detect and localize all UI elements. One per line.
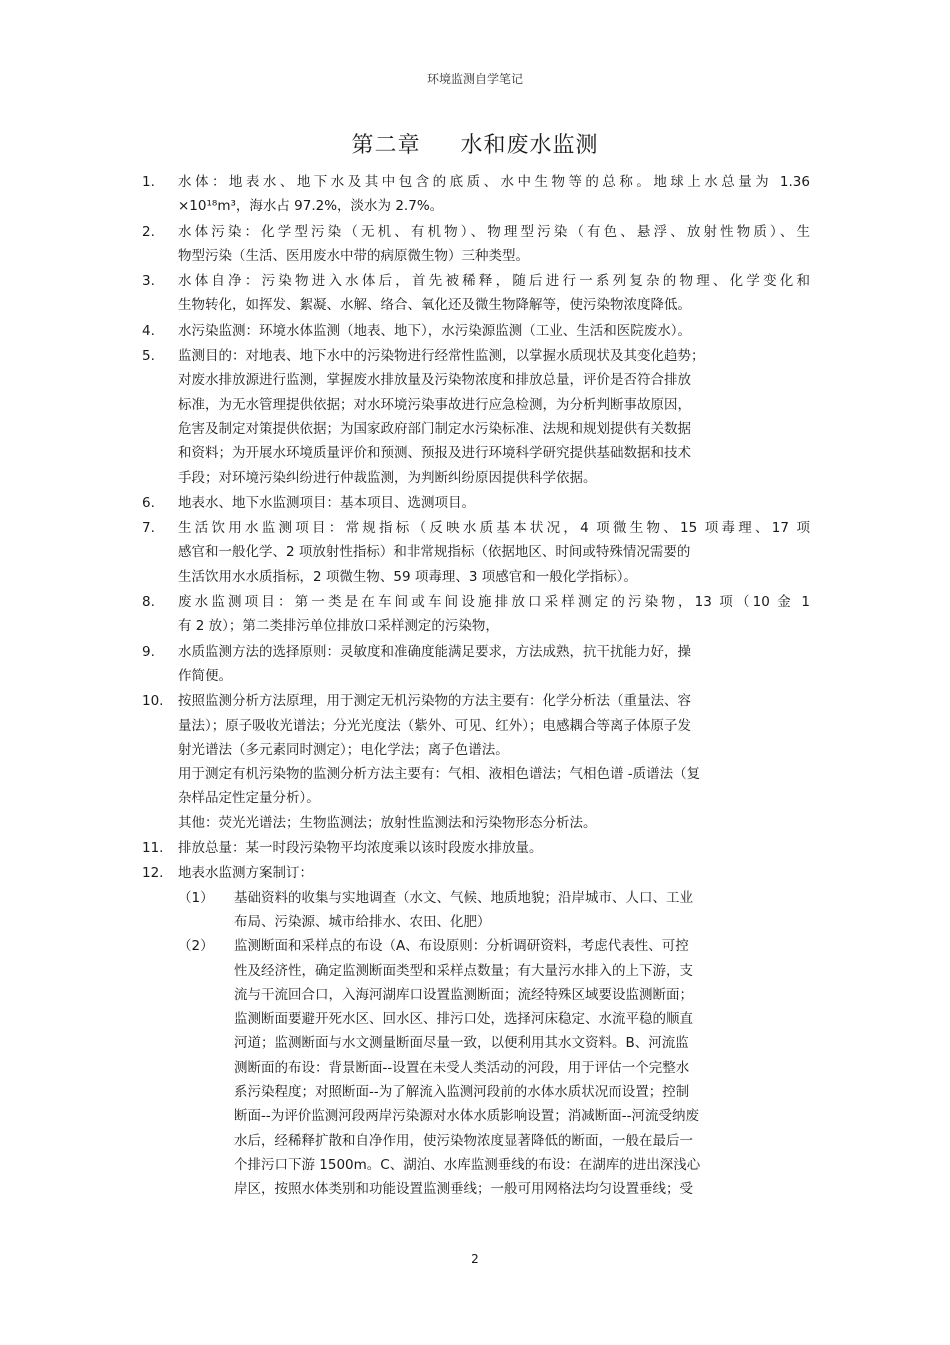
chapter-title bbox=[0, 128, 950, 159]
item-line: 生活饮用水监测项目：常规指标（反映水质基本状况，4 项微生物、15 项毒理、17 项 bbox=[178, 520, 810, 537]
item-number: 3. bbox=[142, 273, 155, 290]
item-number: 9. bbox=[142, 643, 155, 660]
sub-item-line: 断面--为评价监测河段两岸污染源对水体水质影响设置；消减断面--河流受纳废 bbox=[234, 1108, 699, 1125]
item-line: 有 2 放）；第二类排污单位排放口采样测定的污染物， bbox=[178, 618, 499, 635]
list-item bbox=[142, 516, 810, 589]
page-number: 2 bbox=[471, 1252, 479, 1266]
list-item bbox=[142, 344, 810, 490]
item-line: 危害及制定对策提供依据；为国家政府部门制定水污染标准、法规和规划提供有关数据 bbox=[178, 420, 691, 437]
item-line: 排放总量：某一时段污染物平均浓度乘以该时段废水排放量。 bbox=[178, 840, 543, 857]
item-line: 和资料；为开展水环境质量评价和预测、预报及进行环境科学研究提供基础数据和技术 bbox=[178, 445, 691, 462]
sub-item-number: （1） bbox=[178, 889, 214, 906]
list-item bbox=[142, 861, 810, 1201]
item-line: 水污染监测：环境水体监测（地表、地下），水污染源监测（工业、生活和医院废水）。 bbox=[178, 322, 691, 339]
sub-item-line: 基础资料的收集与实地调查（水文、气候、地质地貌；沿岸城市、人口、工业 bbox=[234, 889, 693, 906]
sub-item-line: 河道；监测断面与水文测量断面尽量一致，以便利用其水文资料。B、河流监 bbox=[234, 1035, 689, 1052]
list-item bbox=[142, 269, 810, 318]
item-line: 生物转化，如挥发、絮凝、水解、络合、氧化还及微生物降解等，使污染物浓度降低。 bbox=[178, 297, 691, 314]
list-item bbox=[142, 689, 810, 835]
sub-item-line: 岸区，按照水体类别和功能设置监测垂线；一般可用网格法均匀设置垂线；受 bbox=[234, 1181, 693, 1198]
item-number: 4. bbox=[142, 322, 155, 339]
list-item bbox=[142, 491, 810, 515]
item-line: 物型污染（生活、医用废水中带的病原微生物）三种类型。 bbox=[178, 247, 529, 264]
sub-item bbox=[178, 886, 810, 935]
item-line: 手段；对环境污染纠纷进行仲裁监测，为判断纠纷原因提供科学依据。 bbox=[178, 469, 597, 486]
item-line: 水体污染：化学型污染（无机、有机物）、物理型污染（有色、悬浮、放射性物质）、生 bbox=[178, 223, 810, 240]
item-line: ×10¹⁸m³，海水占 97.2%，淡水为 2.7%。 bbox=[178, 198, 444, 215]
item-line: 生活饮用水水质指标，2 项微生物、59 项毒理、3 项感官和一般化学指标）。 bbox=[178, 568, 637, 585]
chapter-name: 水和废水监测 bbox=[460, 133, 599, 158]
item-line: 作简便。 bbox=[178, 667, 232, 684]
item-line: 水体：地表水、地下水及其中包含的底质、水中生物等的总称。地球上水总量为 1.36 bbox=[178, 174, 810, 190]
item-number: 8. bbox=[142, 594, 155, 611]
sub-item-line: 监测断面要避开死水区、回水区、排污口处，选择河床稳定、水流平稳的顺直 bbox=[234, 1011, 693, 1028]
item-line: 标准，为无水管理提供依据；对水环境污染事故进行应急检测，为分析判断事故原因， bbox=[178, 396, 691, 413]
list-item bbox=[142, 170, 810, 219]
sub-item-line: 布局、污染源、城市给排水、农田、化肥） bbox=[234, 913, 491, 930]
item-number: 12. bbox=[142, 865, 164, 882]
item-number: 11. bbox=[142, 840, 164, 857]
sub-item bbox=[178, 934, 810, 1201]
item-number: 10. bbox=[142, 693, 164, 710]
sub-item-line: 测断面的布设：背景断面--设置在未受人类活动的河段，用于评估一个完整水 bbox=[234, 1059, 690, 1076]
item-line: 水质监测方法的选择原则：灵敏度和准确度能满足要求，方法成熟，抗干扰能力好，操 bbox=[178, 643, 691, 660]
list-item bbox=[142, 836, 810, 860]
item-line: 监测目的：对地表、地下水中的污染物进行经常性监测，以掌握水质现状及其变化趋势； bbox=[178, 348, 705, 365]
list-item bbox=[142, 640, 810, 689]
item-line: 量法）；原子吸收光谱法；分光光度法（紫外、可见、红外）；电感耦合等离子体原子发 bbox=[178, 717, 691, 734]
item-number: 6. bbox=[142, 494, 155, 511]
item-line: 杂样品定性定量分析）。 bbox=[178, 790, 320, 807]
note-list bbox=[142, 170, 810, 1202]
list-item bbox=[142, 319, 810, 343]
sub-item-line: 监测断面和采样点的布设（A、布设原则：分析调研资料，考虑代表性、可控 bbox=[234, 938, 689, 955]
item-line: 废水监测项目：第一类是在车间或车间设施排放口采样测定的污染物，13 项（10 金 1 bbox=[178, 594, 810, 611]
item-line: 地表水、地下水监测项目：基本项目、选测项目。 bbox=[178, 494, 475, 511]
item-line: 水体自净：污染物进入水体后，首先被稀释，随后进行一系列复杂的物理、化学变化和 bbox=[178, 273, 810, 290]
sub-item-line: 流与干流回合口，入海河湖库口设置监测断面；流经特殊区域要设监测断面； bbox=[234, 986, 693, 1003]
item-line: 射光谱法（多元素同时测定）；电化学法；离子色谱法。 bbox=[178, 741, 509, 758]
item-line: 对废水排放源进行监测，掌握废水排放量及污染物浓度和排放总量，评价是否符合排放 bbox=[178, 372, 691, 389]
item-number: 2. bbox=[142, 223, 155, 240]
list-item bbox=[142, 590, 810, 639]
sub-item-line: 个排污口下游 1500m。C、湖泊、水库监测垂线的布设：在湖库的进出深浅心 bbox=[234, 1156, 701, 1173]
running-header: 环境监测自学笔记 bbox=[426, 72, 523, 86]
item-line: 感官和一般化学、2 项放射性指标）和非常规指标（依据地区、时间或特殊情况需要的 bbox=[178, 544, 691, 561]
sub-item-line: 系污染程度；对照断面--为了解流入监测河段前的水体水质状况而设置；控制 bbox=[234, 1083, 690, 1100]
item-line: 其他：荧光光谱法；生物监测法；放射性监测法和污染物形态分析法。 bbox=[178, 814, 597, 831]
chapter-number: 第二章 bbox=[351, 133, 421, 158]
sub-item-line: 水后，经稀释扩散和自净作用，使污染物浓度显著降低的断面，一般在最后一 bbox=[234, 1132, 693, 1149]
item-number: 1. bbox=[142, 174, 155, 190]
item-line: 按照监测分析方法原理，用于测定无机污染物的方法主要有：化学分析法（重量法、容 bbox=[178, 693, 691, 710]
item-line: 地表水监测方案制订： bbox=[178, 865, 313, 882]
sub-item-line: 性及经济性，确定监测断面类型和采样点数量；有大量污水排入的上下游，支 bbox=[234, 962, 693, 979]
item-line: 用于测定有机污染物的监测分析方法主要有：气相、液相色谱法；气相色谱 -质谱法（复 bbox=[178, 766, 701, 783]
list-item bbox=[142, 220, 810, 269]
sub-item-number: （2） bbox=[178, 938, 214, 955]
item-number: 5. bbox=[142, 348, 155, 365]
item-number: 7. bbox=[142, 520, 155, 537]
